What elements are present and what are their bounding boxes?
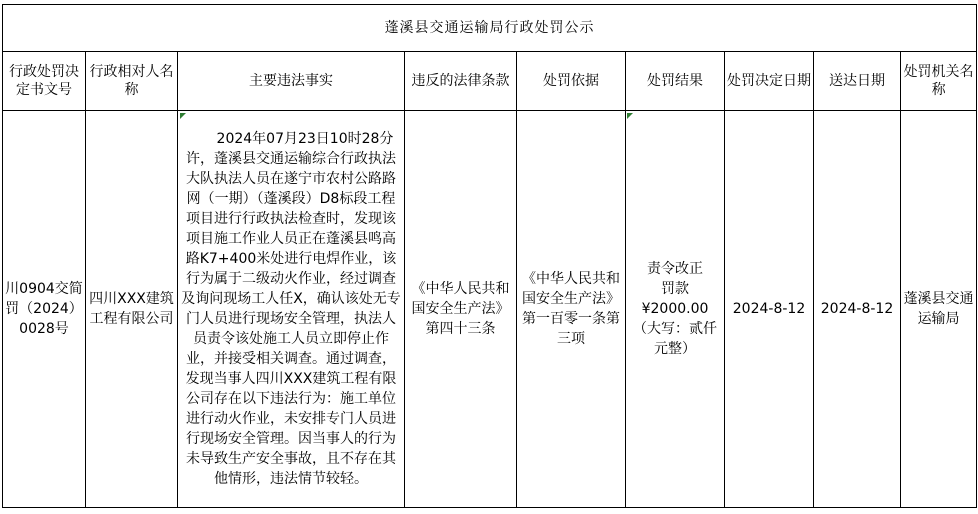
header-result: 处罚结果	[626, 52, 725, 111]
cell-result: 责令改正 罚款 ¥2000.00 （大写：贰仟元整）	[626, 111, 725, 508]
cell-doc-no: 川0904交简罚（2024）0028号	[3, 111, 86, 508]
header-doc-no: 行政处罚决定书文号	[3, 52, 86, 111]
comment-marker-icon	[180, 113, 186, 119]
cell-law: 《中华人民共和国安全生产法》第四十三条	[405, 111, 517, 508]
penalty-table	[2, 4, 977, 508]
page-title: 蓬溪县交通运输局行政处罚公示	[3, 5, 977, 52]
cell-decision-date: 2024-8-12	[725, 111, 814, 508]
comment-marker-icon	[627, 113, 633, 119]
cell-basis: 《中华人民共和国安全生产法》第一百零一条第三项	[517, 111, 626, 508]
cell-party: 四川XXX建筑工程有限公司	[86, 111, 178, 508]
header-facts: 主要违法事实	[178, 52, 405, 111]
cell-delivery-date: 2024-8-12	[814, 111, 901, 508]
table-row	[3, 111, 977, 508]
header-delivery-date: 送达日期	[814, 52, 901, 111]
header-law: 违反的法律条款	[405, 52, 517, 111]
header-party: 行政相对人名称	[86, 52, 178, 111]
header-decision-date: 处罚决定日期	[725, 52, 814, 111]
header-authority: 处罚机关名称	[901, 52, 977, 111]
header-basis: 处罚依据	[517, 52, 626, 111]
cell-facts: 2024年07月23日10时28分许，蓬溪县交通运输综合行政执法大队执法人员在遂宁市农村公路路网（一期）（蓬溪段）D8标段工程项目进行行政执法检查时，发现该项目施工作业人员正在蓬溪县鸣高路K7+400米处进行电焊作业，该行为属于二级动火作业，经过调查及询问现场工人任X，确认该处无专门人员进行现场安全管理，执法人员责令该处施工人员立即停止作业，并接受相关调查。通过调查，发现当事人四川XXX建筑工程有限公司存在以下违法行为：施工单位进行动火作业，未安排专门人员进行现场安全管理。因当事人的行为未导致生产安全事故，且不存在其他情形，违法情节较轻。	[178, 111, 405, 508]
cell-authority: 蓬溪县交通运输局	[901, 111, 977, 508]
